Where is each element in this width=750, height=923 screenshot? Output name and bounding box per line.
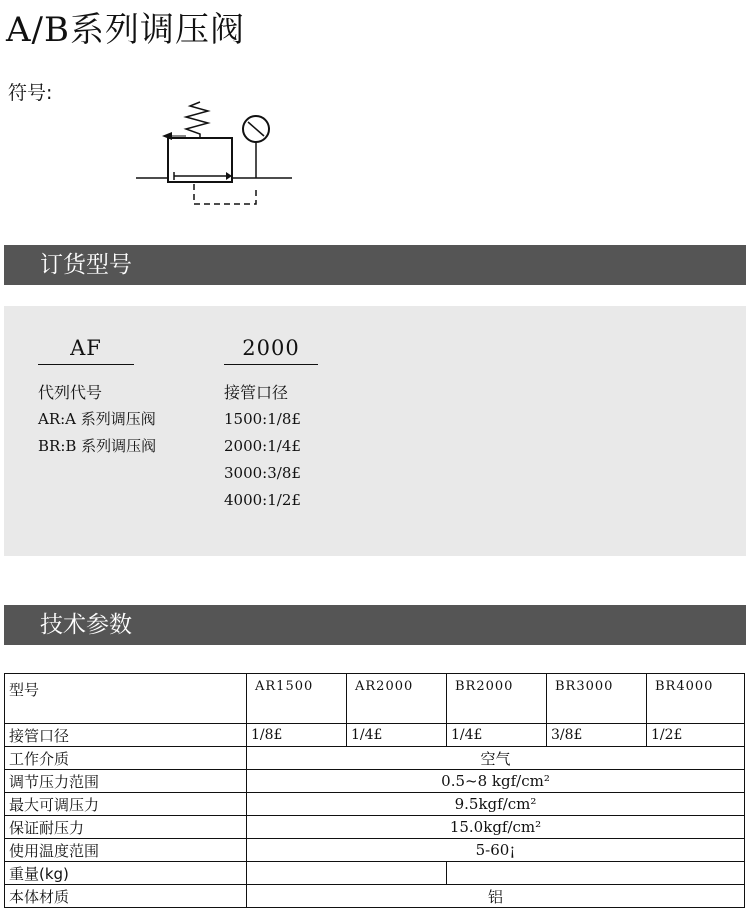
param-label: 工作介质 xyxy=(5,747,247,770)
model-cell: AR1500 xyxy=(247,674,347,724)
param-label: 使用温度范围 xyxy=(5,839,247,862)
port-size-cell: 1/4£ xyxy=(447,724,547,747)
order-section-header: 订货型号 xyxy=(4,245,746,285)
series-heading: 代列代号 xyxy=(38,383,103,402)
param-value xyxy=(247,862,447,885)
port-item: 3000:3/8£ xyxy=(224,464,301,482)
port-size-cell: 3/8£ xyxy=(547,724,647,747)
param-value: 15.0kgf/cm² xyxy=(247,816,745,839)
model-label: 型号 xyxy=(5,674,247,724)
port-item: 4000:1/2£ xyxy=(224,491,301,509)
port-item: 1500:1/8£ xyxy=(224,410,301,428)
table-row xyxy=(5,839,745,862)
table-row xyxy=(5,793,745,816)
port-code-underline xyxy=(224,364,318,365)
table-row xyxy=(5,747,745,770)
param-label: 保证耐压力 xyxy=(5,816,247,839)
series-item: BR:B 系列调压阀 xyxy=(38,437,157,455)
series-code: AF xyxy=(70,336,102,360)
port-code: 2000 xyxy=(242,336,300,360)
table-row xyxy=(5,674,745,724)
table-row xyxy=(5,770,745,793)
param-label: 最大可调压力 xyxy=(5,793,247,816)
spring-icon xyxy=(186,102,208,138)
param-value: 0.5~8 kgf/cm² xyxy=(247,770,745,793)
port-size-cell: 1/4£ xyxy=(347,724,447,747)
port-size-cell: 1/8£ xyxy=(247,724,347,747)
model-cell: BR2000 xyxy=(447,674,547,724)
param-value-empty xyxy=(447,862,745,885)
model-cell: BR3000 xyxy=(547,674,647,724)
param-value: 5-60¡ xyxy=(247,839,745,862)
series-code-underline xyxy=(38,364,134,365)
series-item: AR:A 系列调压阀 xyxy=(38,410,156,428)
model-cell: AR2000 xyxy=(347,674,447,724)
symbol-label: 符号: xyxy=(8,82,53,104)
table-row xyxy=(5,816,745,839)
table-row xyxy=(5,862,745,885)
regulator-symbol-diagram xyxy=(134,96,304,216)
param-label: 重量(kg) xyxy=(5,862,247,885)
spec-table xyxy=(4,673,745,908)
port-size-label: 接管口径 xyxy=(5,724,247,747)
param-value: 空气 xyxy=(247,747,745,770)
port-size-cell: 1/2£ xyxy=(647,724,745,747)
exhaust-dashed-line xyxy=(194,184,256,204)
param-label: 本体材质 xyxy=(5,885,247,908)
param-value: 铝 xyxy=(247,885,745,908)
table-row xyxy=(5,885,745,908)
series-code-column xyxy=(38,336,157,460)
param-value: 9.5kgf/cm² xyxy=(247,793,745,816)
page-title: A/B系列调压阀 xyxy=(6,10,245,50)
table-row xyxy=(5,724,745,747)
param-label: 调节压力范围 xyxy=(5,770,247,793)
order-code-panel xyxy=(4,306,746,556)
model-cell: BR4000 xyxy=(647,674,745,724)
port-heading: 接管口径 xyxy=(224,383,289,402)
port-item: 2000:1/4£ xyxy=(224,437,301,455)
params-section-header: 技术参数 xyxy=(4,605,746,645)
port-code-column xyxy=(224,336,318,514)
